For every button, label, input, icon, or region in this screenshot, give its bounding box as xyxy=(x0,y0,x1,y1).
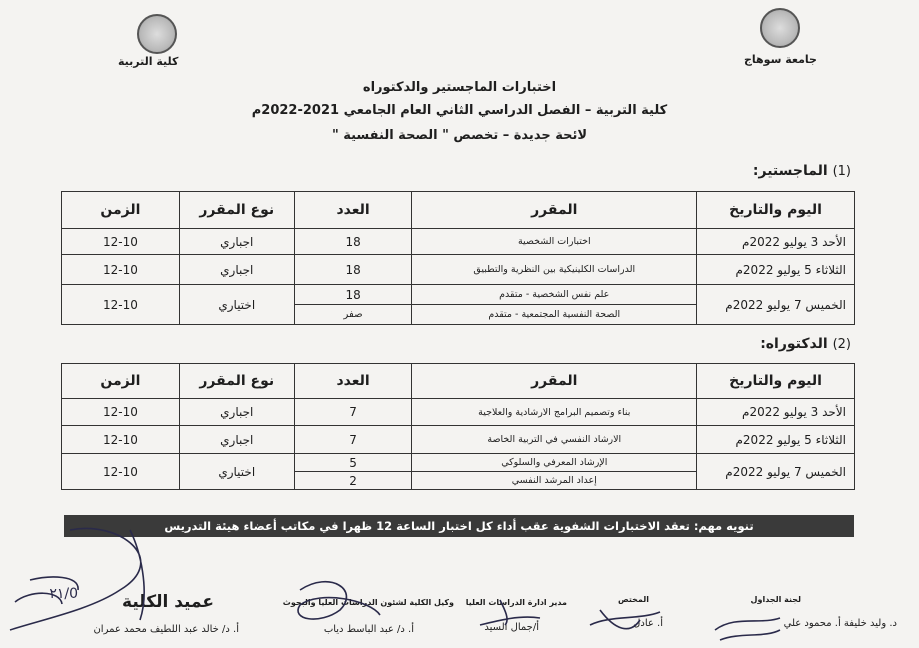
row-day: الأحد 3 يوليو 2022م xyxy=(697,399,855,426)
row-day: الثلاثاء 5 يوليو 2022م xyxy=(697,426,855,454)
header-course: المقرر xyxy=(412,192,697,229)
row-course: الصحة النفسية المجتمعية - متقدم xyxy=(412,305,697,325)
header-day: اليوم والتاريخ xyxy=(697,364,855,399)
row-count: 18 xyxy=(294,285,412,305)
row-time: 12-10 xyxy=(62,229,180,255)
row-count: 2 xyxy=(294,472,412,490)
row-course: إعداد المرشد النفسي xyxy=(412,472,697,490)
row-count: 18 xyxy=(294,229,412,255)
notice-banner: تنويه مهم: تعقد الاختبارات الشفوية عقب أداء كل اختبار الساعة 12 ظهرا في مكاتب أعضاء هيئة التدريس xyxy=(64,515,854,537)
specialist-signature xyxy=(590,610,660,629)
row-type: اختياري xyxy=(179,454,294,490)
vice-dean-name: أ. د/ عبد الباسط دياب xyxy=(323,624,414,635)
row-course: الإرشاد المعرفي والسلوكي xyxy=(412,454,697,472)
table-row xyxy=(62,426,855,454)
row-time: 12-10 xyxy=(62,399,180,426)
doctorate-section-title: الدكتوراه: xyxy=(760,336,828,352)
row-count: صفر xyxy=(294,305,412,325)
row-day: الخميس 7 يوليو 2022م xyxy=(697,454,855,490)
masters-heading xyxy=(753,163,851,179)
row-time: 12-10 xyxy=(62,454,180,490)
committee-names: د. وليد خليفة أ. محمود علي xyxy=(783,618,897,629)
university-logo xyxy=(760,8,800,48)
row-type: اختياري xyxy=(179,285,294,325)
header-count: العدد xyxy=(294,192,412,229)
row-day: الثلاثاء 5 يوليو 2022م xyxy=(697,255,855,285)
row-course: الارشاد النفسي في التربية الخاصة xyxy=(412,426,697,454)
row-day: الأحد 3 يوليو 2022م xyxy=(697,229,855,255)
table-row xyxy=(62,285,855,305)
manager-name: أ/جمال السيد xyxy=(484,622,539,633)
row-type: اجباري xyxy=(179,229,294,255)
manager-signature xyxy=(480,600,540,625)
row-type: اجباري xyxy=(179,255,294,285)
page-title: اختبارات الماجستير والدكتوراه xyxy=(362,80,557,95)
header-count: العدد xyxy=(294,364,412,399)
committee-signature xyxy=(715,618,780,640)
table-row xyxy=(62,255,855,285)
handwritten-date: 0/٢١ xyxy=(49,586,78,602)
header-time: الزمن xyxy=(62,364,180,399)
masters-section-title: الماجستير: xyxy=(752,163,828,179)
masters-table xyxy=(61,191,855,325)
faculty-logo xyxy=(137,14,177,54)
header-day: اليوم والتاريخ xyxy=(697,192,855,229)
vice-dean-signature xyxy=(298,582,380,619)
header-time: الزمن xyxy=(62,192,180,229)
table-row xyxy=(62,229,855,255)
dean-title: عميد الكلية xyxy=(122,592,214,612)
handwritten-signatures xyxy=(0,520,919,648)
committee-title: لجنة الجداول xyxy=(750,595,801,604)
header-course: المقرر xyxy=(412,364,697,399)
specialist-name: أ. عادل xyxy=(633,618,663,629)
row-time: 12-10 xyxy=(62,426,180,454)
page-subtitle-2: لائحة جديدة – تخصص " الصحة النفسية " xyxy=(331,128,588,143)
specialist-title: المختص xyxy=(617,595,649,604)
row-count: 7 xyxy=(294,399,412,426)
row-type: اجباري xyxy=(179,426,294,454)
vice-dean-title: وكيل الكلية لشئون الدراسات العليا والبحوث xyxy=(282,598,454,607)
doctorate-table xyxy=(61,363,855,490)
dean-signature xyxy=(10,528,144,630)
table-row xyxy=(62,454,855,472)
manager-title: مدير ادارة الدراسات العليا xyxy=(465,598,567,607)
dean-name: أ. د/ خالد عبد اللطيف محمد عمران xyxy=(93,624,239,635)
row-course: اختبارات الشخصية xyxy=(412,229,697,255)
table-row xyxy=(62,399,855,426)
row-course: الدراسات الكلينيكية بين النظرية والتطبيق xyxy=(412,255,697,285)
header-type: نوع المقرر xyxy=(179,192,294,229)
row-count: 5 xyxy=(294,454,412,472)
row-count: 18 xyxy=(294,255,412,285)
row-day: الخميس 7 يوليو 2022م xyxy=(697,285,855,325)
university-logo-label: جامعة سوهاج xyxy=(744,53,817,66)
row-course: بناء وتصميم البرامج الارشادية والعلاجية xyxy=(412,399,697,426)
row-time: 12-10 xyxy=(62,285,180,325)
masters-section-number: (1) xyxy=(832,164,851,179)
header-type: نوع المقرر xyxy=(179,364,294,399)
doctorate-heading xyxy=(760,336,851,352)
row-course: علم نفس الشخصية - متقدم xyxy=(412,285,697,305)
row-type: اجباري xyxy=(179,399,294,426)
doctorate-section-number: (2) xyxy=(832,337,851,352)
page-subtitle: كلية التربية – الفصل الدراسي الثاني العام الجامعي 2021-2022م xyxy=(251,103,668,118)
row-time: 12-10 xyxy=(62,255,180,285)
row-count: 7 xyxy=(294,426,412,454)
faculty-logo-label: كلية التربية xyxy=(118,55,179,68)
